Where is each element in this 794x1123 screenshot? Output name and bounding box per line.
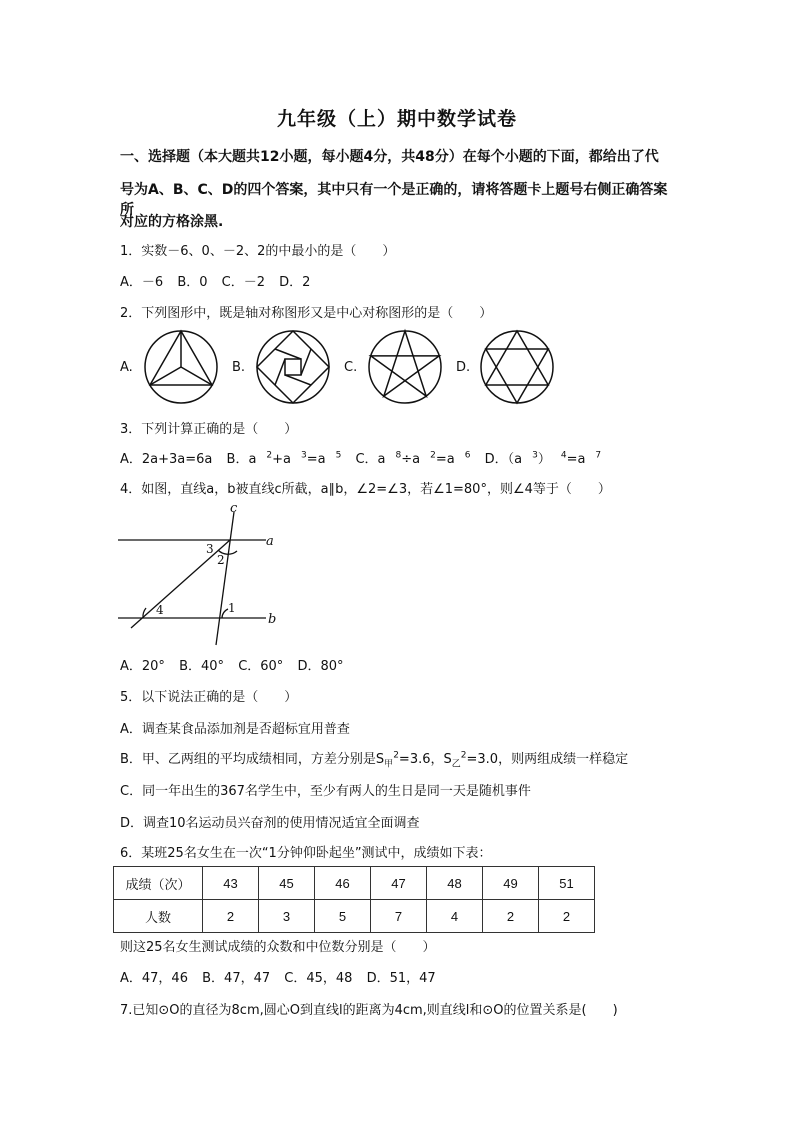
question-7-stem: 7.已知⊙O的直径为8cm,圆心O到直线l的距离为4cm,则直线l和⊙O的位置关系是( ) [120, 1003, 618, 1018]
score-table [113, 866, 595, 933]
circle-triangle-figure [142, 328, 220, 406]
q4-option-a: A．20° [120, 659, 165, 674]
circle-hexagram-figure [478, 328, 556, 406]
table-cell: 48 [427, 867, 483, 900]
section-instructions-line-1: 一、选择题（本大题共12小题，每小题4分，共48分）在每个小题的下面，都给出了代 [120, 149, 659, 165]
question-2-stem: 2．下列图形中，既是轴对称图形又是中心对称图形的是（ ） [120, 306, 493, 321]
table-cell: 43 [203, 867, 259, 900]
question-3-options [120, 448, 611, 467]
table-cell: 49 [483, 867, 539, 900]
label-c: c [230, 501, 238, 516]
table-cell: 47 [371, 867, 427, 900]
question-4-options [120, 655, 354, 674]
table-cell: 4 [427, 900, 483, 933]
table-cell: 2 [483, 900, 539, 933]
question-6-after-table: 则这25名女生测试成绩的众数和中位数分别是（ ） [120, 940, 436, 955]
q6-option-d: D．51，47 [366, 971, 436, 986]
question-6-options [120, 967, 446, 986]
q2-label-c: C. [344, 360, 358, 375]
q2-label-b: B. [232, 360, 246, 375]
label-angle-3: 3 [206, 542, 214, 556]
q1-option-d: D．2 [279, 275, 311, 290]
table-cell: 51 [539, 867, 595, 900]
table-cell: 5 [315, 900, 371, 933]
table-cell: 2 [203, 900, 259, 933]
q6-option-a: A．47，46 [120, 971, 188, 986]
section-instructions-line-3: 对应的方格涂黑. [120, 214, 224, 230]
q2-label-a: A. [120, 360, 133, 375]
table-cell: 3 [259, 900, 315, 933]
q2-label-d: D. [456, 360, 471, 375]
label-angle-4: 4 [156, 603, 164, 617]
q5-option-b: B．甲、乙两组的平均成绩相同，方差分别是$S_甲^2=3.6$，$S_乙^2=3.0$，则两组成绩一样稳定 [120, 750, 629, 770]
label-angle-1: 1 [228, 601, 236, 615]
table-header-cell: 人数 [114, 900, 203, 933]
question-5-stem: 5．以下说法正确的是（ ） [120, 690, 298, 705]
question-1-stem: 1．实数－6、0、－2、2的中最小的是（ ） [120, 244, 396, 259]
q1-option-b: B．0 [177, 275, 208, 290]
q4-option-b: B．40° [179, 659, 225, 674]
table-row [114, 900, 595, 933]
question-2-figures [120, 328, 580, 408]
q3-option-a: A．2a+3a=6a [120, 452, 213, 467]
parallel-lines-figure [116, 500, 286, 650]
label-b: b [268, 612, 277, 627]
q3-option-c: C．a $^8$÷a $^2$=a $^6$ [355, 450, 471, 467]
q3-option-d: D．（a $^3$） $^4$=a $^7$ [484, 450, 602, 467]
table-header-cell: 成绩（次） [114, 867, 203, 900]
q1-option-c: C．－2 [221, 275, 266, 290]
q6-option-c: C．45，48 [284, 971, 353, 986]
q5-option-c: C．同一年出生的367名学生中，至少有两人的生日是同一天是随机事件 [120, 784, 531, 799]
label-a: a [266, 534, 274, 549]
q5-option-d: D．调查10名运动员兴奋剂的使用情况适宜全面调查 [120, 816, 420, 831]
q6-option-b: B．47，47 [202, 971, 271, 986]
question-6-stem: 6．某班25名女生在一次“1分钟仰卧起坐”测试中，成绩如下表： [120, 846, 492, 861]
page-title: 九年级（上）期中数学试卷 [276, 108, 517, 130]
table-row [114, 867, 595, 900]
section-instructions-line-2: 号为A、B、C、D的四个答案，其中只有一个是正确的，请将答题卡上题号右侧正确答案所 [120, 182, 668, 218]
q3-option-b: B．a $^2$+a $^3$=a $^5$ [226, 450, 342, 467]
q4-option-c: C．60° [238, 659, 284, 674]
circle-pinwheel-figure [254, 328, 332, 406]
question-4-stem: 4．如图，直线a，b被直线c所截，a∥b，∠2=∠3，若∠1=80°，则∠4等于（ ） [120, 482, 611, 497]
transversal [131, 540, 230, 628]
line-c [216, 512, 234, 645]
q1-option-a: A．－6 [120, 275, 164, 290]
q4-option-d: D．80° [297, 659, 344, 674]
table-cell: 7 [371, 900, 427, 933]
q5-option-a: A．调查某食品添加剂是否超标宜用普查 [120, 722, 350, 737]
table-cell: 46 [315, 867, 371, 900]
table-cell: 45 [259, 867, 315, 900]
table-cell: 2 [539, 900, 595, 933]
circle-pentagram-figure [366, 328, 444, 406]
question-1-options [120, 271, 320, 290]
label-angle-2: 2 [217, 553, 225, 567]
question-3-stem: 3．下列计算正确的是（ ） [120, 422, 298, 437]
